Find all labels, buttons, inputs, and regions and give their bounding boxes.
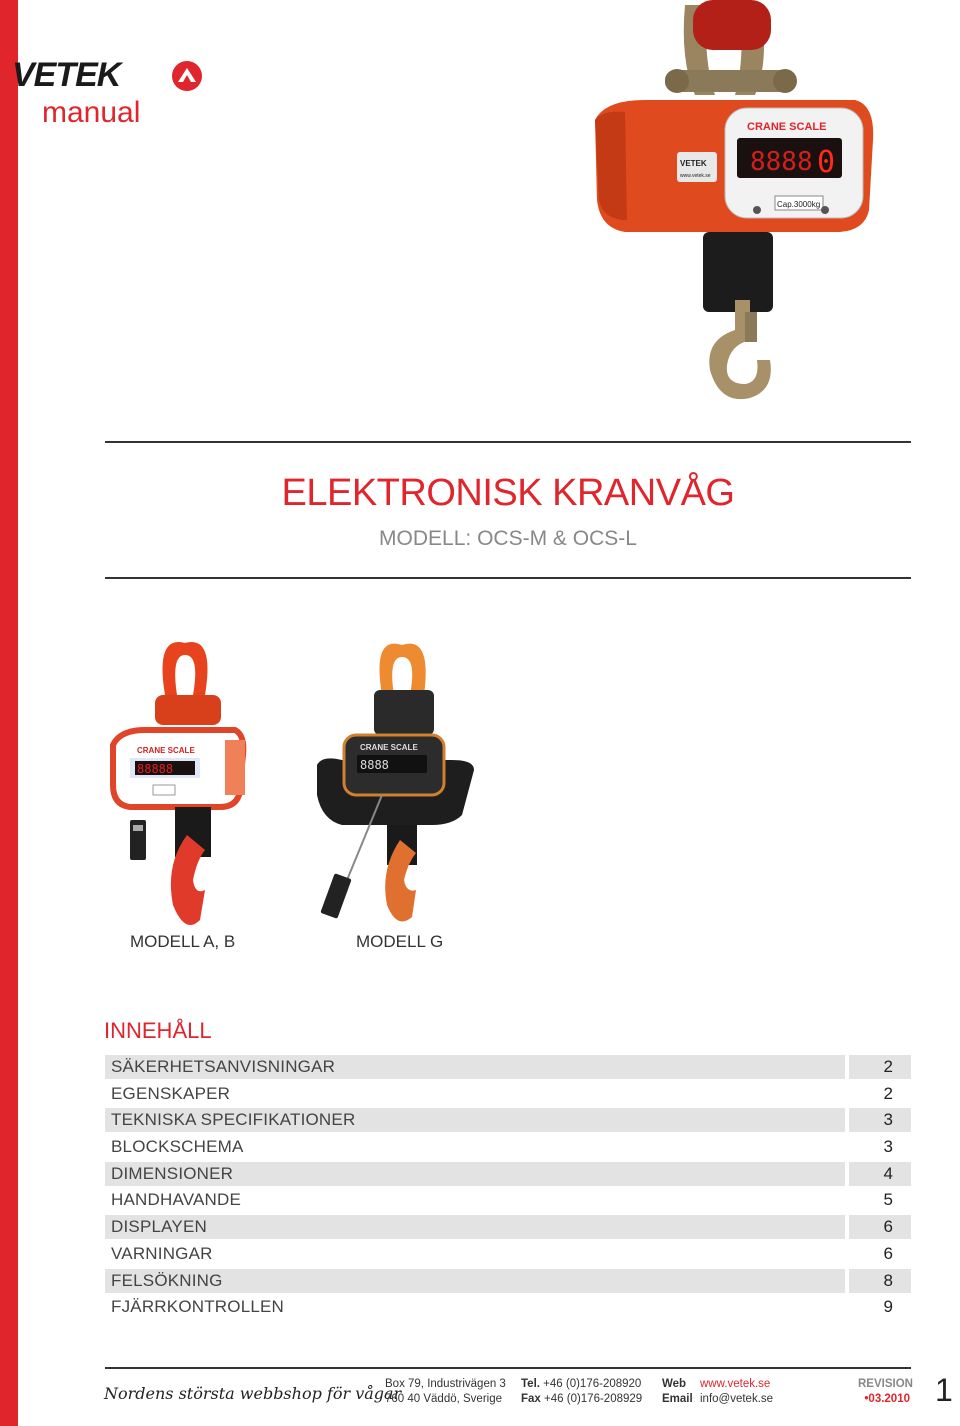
toc-item-page: 9 bbox=[883, 1297, 893, 1317]
svg-text:8888: 8888 bbox=[360, 758, 389, 772]
toc-item-page: 3 bbox=[849, 1108, 911, 1132]
hero-display-reading: 0 bbox=[817, 145, 836, 180]
toc-item bbox=[105, 1108, 911, 1135]
product-caption-a-b: MODELL A, B bbox=[130, 932, 236, 951]
address-line-1: Box 79, Industrivägen 3 bbox=[385, 1378, 506, 1390]
toc-item bbox=[105, 1082, 911, 1109]
toc-item bbox=[105, 1215, 911, 1242]
toc-item-page: 3 bbox=[883, 1137, 893, 1157]
page-number: 1 bbox=[935, 1372, 953, 1408]
toc-item bbox=[105, 1162, 911, 1189]
tel-label: Tel. bbox=[521, 1378, 540, 1390]
revision-date: •03.2010 bbox=[864, 1393, 910, 1405]
toc-item bbox=[105, 1295, 911, 1322]
toc-item-label: VARNINGAR bbox=[111, 1243, 213, 1263]
toc-item-label: TEKNISKA SPECIFIKATIONER bbox=[105, 1108, 845, 1132]
fax-label: Fax bbox=[521, 1393, 541, 1405]
title-top-rule bbox=[105, 441, 911, 443]
toc-item-page: 6 bbox=[849, 1215, 911, 1239]
product-image-model-a-b bbox=[105, 635, 265, 935]
footer-web-labels bbox=[662, 1377, 693, 1407]
toc-item-page: 2 bbox=[849, 1055, 911, 1079]
toc-item-page: 5 bbox=[883, 1190, 893, 1210]
svg-text:88888: 88888 bbox=[137, 762, 174, 776]
toc-item-label: HANDHAVANDE bbox=[111, 1190, 242, 1210]
footer-slogan: Nordens största webbshop för vågar bbox=[104, 1384, 402, 1403]
web-label: Web bbox=[662, 1378, 687, 1390]
toc-item bbox=[105, 1242, 911, 1269]
web-link[interactable]: www.vetek.se bbox=[700, 1378, 771, 1390]
footer-rule bbox=[105, 1367, 911, 1369]
email-label: Email bbox=[662, 1393, 693, 1405]
vetek-logo-icon bbox=[170, 60, 204, 92]
product-image-model-g bbox=[302, 635, 482, 935]
revision-block bbox=[858, 1377, 913, 1407]
fax-value: +46 (0)176-208929 bbox=[544, 1393, 643, 1405]
brand-name: VETEK bbox=[12, 56, 121, 94]
footer-web-values bbox=[700, 1377, 773, 1407]
toc-item-page: 8 bbox=[849, 1269, 911, 1293]
toc-heading: INNEHÅLL bbox=[104, 1018, 212, 1043]
email-link[interactable]: info@vetek.se bbox=[700, 1393, 774, 1405]
document-title: ELEKTRONISK KRANVÅG bbox=[281, 472, 735, 514]
tel-value: +46 (0)176-208920 bbox=[543, 1378, 642, 1390]
toc-item bbox=[105, 1188, 911, 1215]
hero-cap-label: Cap.3000kg bbox=[777, 200, 821, 209]
toc-item bbox=[105, 1269, 911, 1296]
hero-display-label: CRANE SCALE bbox=[747, 121, 827, 133]
hero-crane-scale-image bbox=[585, 0, 875, 415]
svg-text:8888: 8888 bbox=[750, 147, 813, 177]
footer-phone bbox=[521, 1377, 642, 1407]
model-subtitle: MODELL: OCS-M & OCS-L bbox=[379, 527, 637, 550]
hero-url-plate: www.vetek.se bbox=[680, 173, 711, 179]
doc-type-label: manual bbox=[42, 96, 141, 129]
hero-brand-plate: VETEK bbox=[680, 159, 707, 168]
toc-item bbox=[105, 1055, 911, 1082]
toc-item-label: SÄKERHETSANVISNINGAR bbox=[105, 1055, 845, 1079]
address-line-2: 760 40 Väddö, Sverige bbox=[385, 1393, 503, 1405]
product-g-display-label: CRANE SCALE bbox=[360, 743, 418, 752]
left-accent-bar bbox=[0, 0, 18, 1426]
toc-item-label: FJÄRRKONTROLLEN bbox=[111, 1297, 285, 1317]
toc-list bbox=[105, 1055, 911, 1322]
toc-item-label: EGENSKAPER bbox=[111, 1083, 231, 1103]
toc-item bbox=[105, 1135, 911, 1162]
toc-item-label: FELSÖKNING bbox=[105, 1269, 845, 1293]
vetek-logo bbox=[12, 56, 120, 95]
toc-item-label: DISPLAYEN bbox=[105, 1215, 845, 1239]
title-bottom-rule bbox=[105, 577, 911, 579]
footer-address bbox=[385, 1377, 506, 1407]
toc-item-label: DIMENSIONER bbox=[105, 1162, 845, 1186]
toc-item-label: BLOCKSCHEMA bbox=[111, 1137, 244, 1157]
product-a-display-label: CRANE SCALE bbox=[137, 746, 195, 755]
toc-item-page: 2 bbox=[883, 1083, 893, 1103]
toc-item-page: 6 bbox=[883, 1243, 893, 1263]
revision-label: REVISION bbox=[858, 1378, 913, 1390]
toc-item-page: 4 bbox=[849, 1162, 911, 1186]
product-caption-g: MODELL G bbox=[356, 932, 444, 951]
